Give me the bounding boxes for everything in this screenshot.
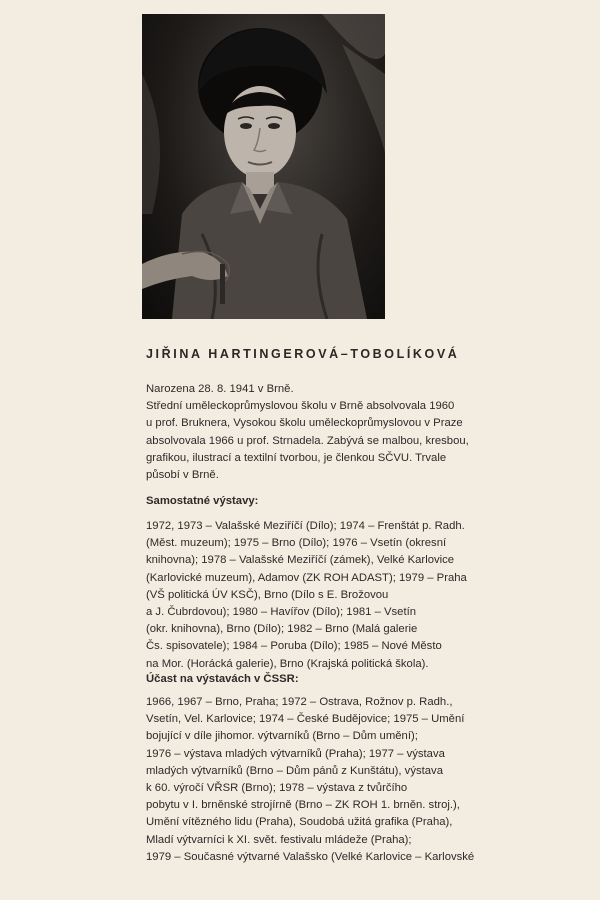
bio-line: grafikou, ilustrací a textilní tvorbou, je členkou SČVU. Trvale — [146, 451, 447, 464]
list-line: bojující v díle jihomor. výtvarníků (Brno – Dům umění); — [146, 730, 418, 743]
list-line: Vsetín, Vel. Karlovice; 1974 – České Budějovice; 1975 – Umění — [146, 713, 465, 726]
bio-line: působí v Brně. — [146, 469, 219, 482]
solo-exhibitions-list — [146, 518, 546, 673]
portrait-photo — [142, 14, 385, 319]
list-line: knihovna); 1978 – Valašské Meziříčí (zámek), Velké Karlovice — [146, 554, 455, 567]
group-exhibitions-list — [146, 694, 546, 866]
section-heading: Samostatné výstavy: — [146, 495, 259, 507]
list-line: Čs. spisovatele); 1984 – Poruba (Dílo); 1985 – Nové Město — [146, 640, 442, 653]
bio-line: Střední uměleckoprůmyslovou školu v Brně absolvovala 1960 — [146, 400, 455, 413]
list-line: (Karlovické muzeum), Adamov (ZK ROH ADAST); 1979 – Praha — [146, 571, 467, 584]
list-line: mladých výtvarníků (Brno – Dům pánů z Kunštátu), výstava — [146, 764, 443, 777]
list-line: (Měst. muzeum); 1975 – Brno (Dílo); 1976 – Vsetín (okresní — [146, 537, 447, 550]
list-line: k 60. výročí VŘSR (Brno); 1978 – výstava z tvůrčího — [146, 782, 408, 795]
list-line: a J. Čubrdovou); 1980 – Havířov (Dílo); 1981 – Vsetín — [146, 606, 417, 619]
bio-line: Narozena 28. 8. 1941 v Brně. — [146, 383, 294, 395]
group-exhibitions — [146, 671, 546, 688]
biography — [146, 381, 546, 484]
portrait-illustration — [142, 14, 385, 319]
list-line: 1976 – výstava mladých výtvarníků (Praha); 1977 – výstava — [146, 747, 445, 760]
list-line: na Mor. (Horácká galerie), Brno (Krajská politická škola). — [146, 657, 429, 670]
list-line: pobytu v I. brněnské strojírně (Brno – ZK ROH 1. brněn. stroj.), — [146, 799, 460, 812]
list-line: 1972, 1973 – Valašské Meziříčí (Dílo); 1974 – Frenštát p. Radh. — [146, 520, 465, 532]
bio-line: absolvovala 1966 u prof. Strnadela. Zabývá se malbou, kresbou, — [146, 434, 469, 447]
list-line: (VŠ politická ÚV KSČ), Brno (Dílo s E. Brožovou — [146, 588, 389, 601]
solo-exhibitions — [146, 493, 546, 510]
list-line: Umění vítězného lidu (Praha), Soudobá užitá grafika (Praha), — [146, 816, 453, 829]
list-line: 1979 – Současné výtvarné Valašsko (Velké Karlovice – Karlovské — [146, 850, 475, 863]
artist-name: JIŘINA HARTINGEROVÁ–TOBOLÍKOVÁ — [146, 347, 460, 361]
bio-line: u prof. Bruknera, Vysokou školu uměleckoprůmyslovou v Praze — [146, 417, 463, 430]
list-line: 1966, 1967 – Brno, Praha; 1972 – Ostrava, Rožnov p. Radh., — [146, 696, 453, 708]
section-heading: Účast na výstavách v ČSSR: — [146, 673, 299, 685]
list-line: Mladí výtvarníci k XI. svět. festivalu mládeže (Praha); — [146, 833, 412, 846]
list-line: (okr. knihovna), Brno (Dílo); 1982 – Brno (Malá galerie — [146, 623, 418, 636]
